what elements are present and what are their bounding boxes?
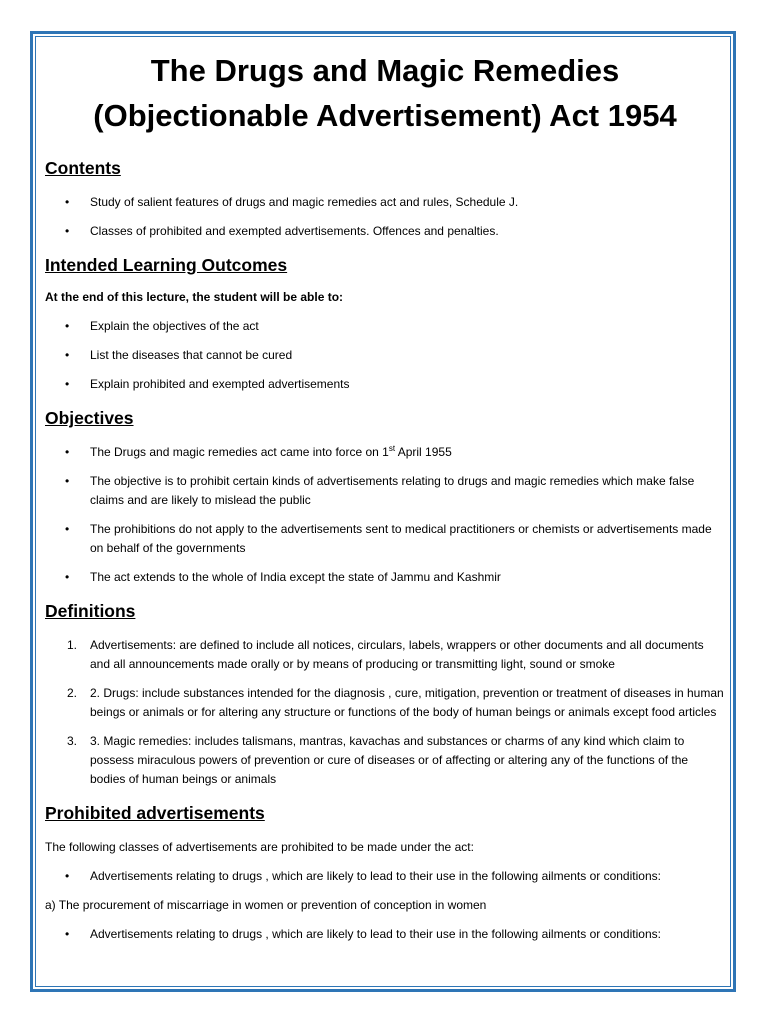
bullet-icon: •: [65, 195, 70, 209]
contents-list: [45, 193, 725, 241]
list-item: • Advertisements relating to drugs , which are likely to lead to their use in the following ailments or conditions:: [45, 925, 725, 944]
list-item: • The objective is to prohibit certain kinds of advertisements relating to drugs and magic remedies which make false claims and are likely to mislead the public: [65, 474, 695, 507]
prohibited-list-2: [45, 925, 725, 944]
list-item: • Explain prohibited and exempted advertisements: [45, 375, 725, 394]
learning-outcomes-list: [45, 317, 725, 394]
list-item: • The prohibitions do not apply to the advertisements sent to medical practitioners or chemists or advertisements made on behalf of the governments: [65, 522, 712, 555]
contents-section: [45, 158, 725, 241]
bullet-icon: •: [65, 927, 70, 941]
bullet-icon: •: [65, 869, 70, 883]
definitions-section: [45, 601, 725, 789]
list-item: • Explain the objectives of the act: [45, 317, 725, 336]
list-item: • Study of salient features of drugs and magic remedies act and rules, Schedule J.: [45, 193, 725, 212]
learning-outcomes-intro: At the end of this lecture, the student will be able to:: [45, 290, 344, 304]
list-item: 1. Advertisements: are defined to include all notices, circulars, labels, wrappers or other documents and all documents and all announcements made orally or by means of producing or transmitting light, sound or smoke: [67, 638, 704, 671]
definitions-heading: Definitions: [45, 601, 136, 621]
bullet-icon: •: [65, 474, 70, 488]
item-number: 1.: [67, 638, 78, 652]
title-line-2: (Objectionable Advertisement) Act 1954: [93, 98, 677, 133]
prohibited-list-1: [45, 867, 725, 886]
list-item: • The Drugs and magic remedies act came into force on 1st April 1955: [45, 443, 725, 462]
document-body: [45, 48, 725, 944]
bullet-icon: •: [65, 377, 70, 391]
item-number: 3.: [67, 734, 78, 748]
learning-outcomes-heading: Intended Learning Outcomes: [45, 255, 288, 275]
prohibited-heading: Prohibited advertisements: [45, 803, 265, 823]
list-item: • Advertisements relating to drugs , which are likely to lead to their use in the following ailments or conditions:: [45, 867, 725, 886]
bullet-icon: •: [65, 348, 70, 362]
document-title: [45, 48, 725, 138]
bullet-icon: •: [65, 224, 70, 238]
item-number: 2.: [67, 686, 78, 700]
definitions-list: [45, 636, 725, 789]
prohibited-intro: The following classes of advertisements are prohibited to be made under the act:: [45, 840, 474, 854]
objectives-heading: Objectives: [45, 408, 134, 428]
objectives-list: [45, 443, 725, 587]
learning-outcomes-section: [45, 255, 725, 394]
list-item: • Classes of prohibited and exempted advertisements. Offences and penalties.: [45, 222, 725, 241]
bullet-icon: •: [65, 319, 70, 333]
prohibited-section: [45, 803, 725, 944]
title-line-1: The Drugs and Magic Remedies: [150, 53, 620, 88]
bullet-icon: •: [65, 570, 70, 584]
list-item: 2. 2. Drugs: include substances intended for the diagnosis , cure, mitigation, prevention or treatment of diseases in human beings or animals or for altering any structure or functions of the body of human beings or animals except food articles: [67, 686, 724, 719]
objectives-section: [45, 408, 725, 587]
contents-heading: Contents: [45, 158, 121, 178]
list-item: 3. 3. Magic remedies: includes talismans, mantras, kavachas and substances or charms of any kind which claim to possess miraculous powers of prevention or cure of diseases or of affecting or altering any of the functions of the bodies of human beings or animals: [67, 734, 689, 786]
prohibited-paragraph-a: a) The procurement of miscarriage in women or prevention of conception in women: [45, 898, 487, 912]
list-item: • List the diseases that cannot be cured: [45, 346, 725, 365]
list-item: • The act extends to the whole of India except the state of Jammu and Kashmir: [45, 568, 725, 587]
bullet-icon: •: [65, 522, 70, 536]
bullet-icon: •: [65, 445, 70, 459]
